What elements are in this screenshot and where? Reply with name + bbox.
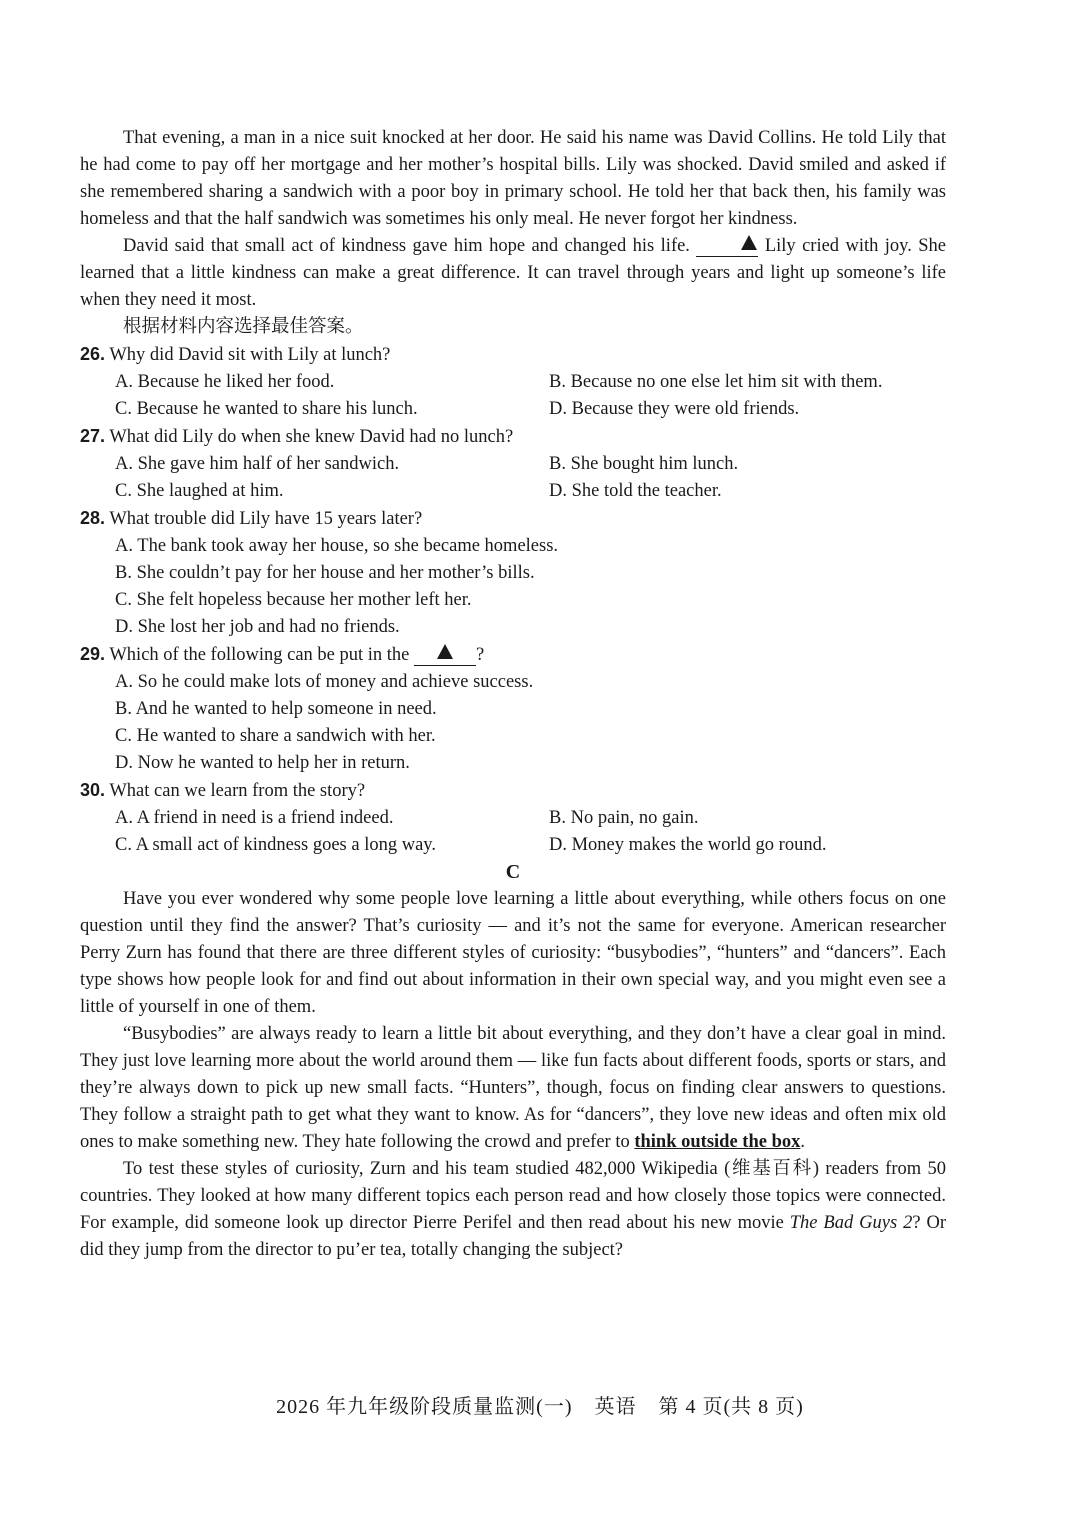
question-text: What did Lily do when she knew David had no lunch? [109,427,514,447]
paragraph-text: David said that small act of kindness gave him hope and changed his life. [123,236,690,256]
paragraph-text: “Busybodies” are always ready to learn a little bit about everything, and they don’t have a clear goal in mind. They just love learning more about the world around them — like fun facts about different foods, sports or stars, and they’re always down to pick up new small facts. “Hunters”, though, focus on finding clear answers to questions. They follow a straight path to get what they want to know. As for “dancers”, they love new ideas and often mix old ones to make something new. They hate following the crowd and prefer to [80,1024,946,1152]
options-list [80,669,946,777]
page-number: 第 4 页(共 8 页) [658,1396,804,1418]
option-c[interactable]: C. She laughed at him. [115,481,284,501]
question-text: Which of the following can be put in the [109,645,410,665]
question-stem: 26. Why did David sit with Lily at lunch? [80,344,391,365]
passage-b-paragraph-2 [80,233,946,314]
page-footer [0,1390,1080,1419]
option-d[interactable]: D. Now he wanted to help her in return. [115,753,410,773]
option-a[interactable]: A. She gave him half of her sandwich. [115,454,400,474]
question-text: What can we learn from the story? [109,781,366,801]
question-stem: 27. What did Lily do when she knew David had no lunch? [80,426,514,447]
highlighted-phrase: think outside the box [634,1132,801,1152]
paragraph-text: Lily cried with joy. She learned that a little kindness can make a great difference. It can travel through years and light up someone’s life when they need it most. [80,236,947,310]
option-d[interactable]: D. She told the teacher. [549,481,722,501]
paragraph-text: . [800,1132,805,1152]
question-number: 28 [80,508,101,528]
exam-name: 2026 年九年级阶段质量监测(一) [276,1396,573,1418]
question-number: 30 [80,780,101,800]
option-b[interactable]: B. She bought him lunch. [549,454,739,474]
option-c[interactable]: C. Because he wanted to share his lunch. [115,399,418,419]
option-a[interactable]: A. The bank took away her house, so she became homeless. [115,536,559,556]
question-29 [80,641,946,777]
question-stem: 29. Which of the following can be put in the ? [80,644,485,665]
options-grid [80,369,946,423]
option-d[interactable]: D. Because they were old friends. [549,399,800,419]
option-c[interactable]: C. She felt hopeless because her mother left her. [115,590,472,610]
option-b[interactable]: B. Because no one else let him sit with them. [549,372,883,392]
option-a[interactable]: A. A friend in need is a friend indeed. [115,808,394,828]
options-list [80,533,946,641]
options-grid [80,451,946,505]
option-d[interactable]: D. Money makes the world go round. [549,835,827,855]
option-a[interactable]: A. Because he liked her food. [115,372,335,392]
option-c[interactable]: C. A small act of kindness goes a long way. [115,835,436,855]
passage-c-paragraph-1: Have you ever wondered why some people love learning a little about everything, while others focus on one question until they find the answer? That’s curiosity — and it’s not the same for everyone. American researcher Perry Zurn has found that there are three different styles of curiosity: “busybodies”, “hunters” and “dancers”. Each type shows how people look for and find out about information in their own special way, and you might even see a little of yourself in one of them. [80,889,946,1017]
movie-title: The Bad Guys 2 [789,1213,913,1233]
question-text: Why did David sit with Lily at lunch? [109,345,391,365]
question-number: 26 [80,344,101,364]
question-number: 29 [80,644,101,664]
paragraph-text: To test these styles of curiosity, Zurn and his team studied 482,000 Wikipedia (维基百科) readers from 50 countries. They looked at how many different topics each person read and how closely those topics were connected. For example, did someone look up director Pierre Perifel and then read about his new movie [80,1159,946,1233]
question-30 [80,777,946,859]
passage-b-paragraph-1: That evening, a man in a nice suit knocked at her door. He said his name was David Collins. He told Lily that he had come to pay off her mortgage and her mother’s hospital bills. Lily was shocked. David smiled and asked if she remembered sharing a sandwich with a poor boy in primary school. He told her that back then, his family was homeless and that the half sandwich was sometimes his only meal. He never forgot her kindness. [80,128,946,229]
question-text-end: ? [476,645,485,665]
paragraph-text: ? Or did they jump from the director to pu’er tea, totally changing the subject? [80,1213,947,1260]
question-27 [80,423,946,505]
options-grid [80,805,946,859]
question-text: What trouble did Lily have 15 years later? [109,509,423,529]
triangle-icon [437,644,453,659]
option-b[interactable]: B. She couldn’t pay for her house and her mother’s bills. [115,563,535,583]
subject-name: 英语 [594,1396,637,1418]
question-26 [80,341,946,423]
option-c[interactable]: C. He wanted to share a sandwich with her. [115,726,436,746]
option-a[interactable]: A. So he could make lots of money and achieve success. [115,672,534,692]
answer-blank [696,235,758,257]
option-d[interactable]: D. She lost her job and had no friends. [115,617,400,637]
option-b[interactable]: B. And he wanted to help someone in need. [115,699,437,719]
page-content [80,125,946,1264]
question-28 [80,505,946,641]
option-b[interactable]: B. No pain, no gain. [549,808,699,828]
passage-c-paragraph-2 [80,1021,946,1156]
passage-c-paragraph-3 [80,1156,946,1264]
question-stem: 28. What trouble did Lily have 15 years later? [80,508,423,529]
instruction-text: 根据材料内容选择最佳答案。 [123,317,364,337]
question-stem: 30. What can we learn from the story? [80,780,366,801]
answer-blank [414,644,476,666]
triangle-icon [741,235,757,250]
question-number: 27 [80,426,101,446]
section-title: C [505,861,521,883]
